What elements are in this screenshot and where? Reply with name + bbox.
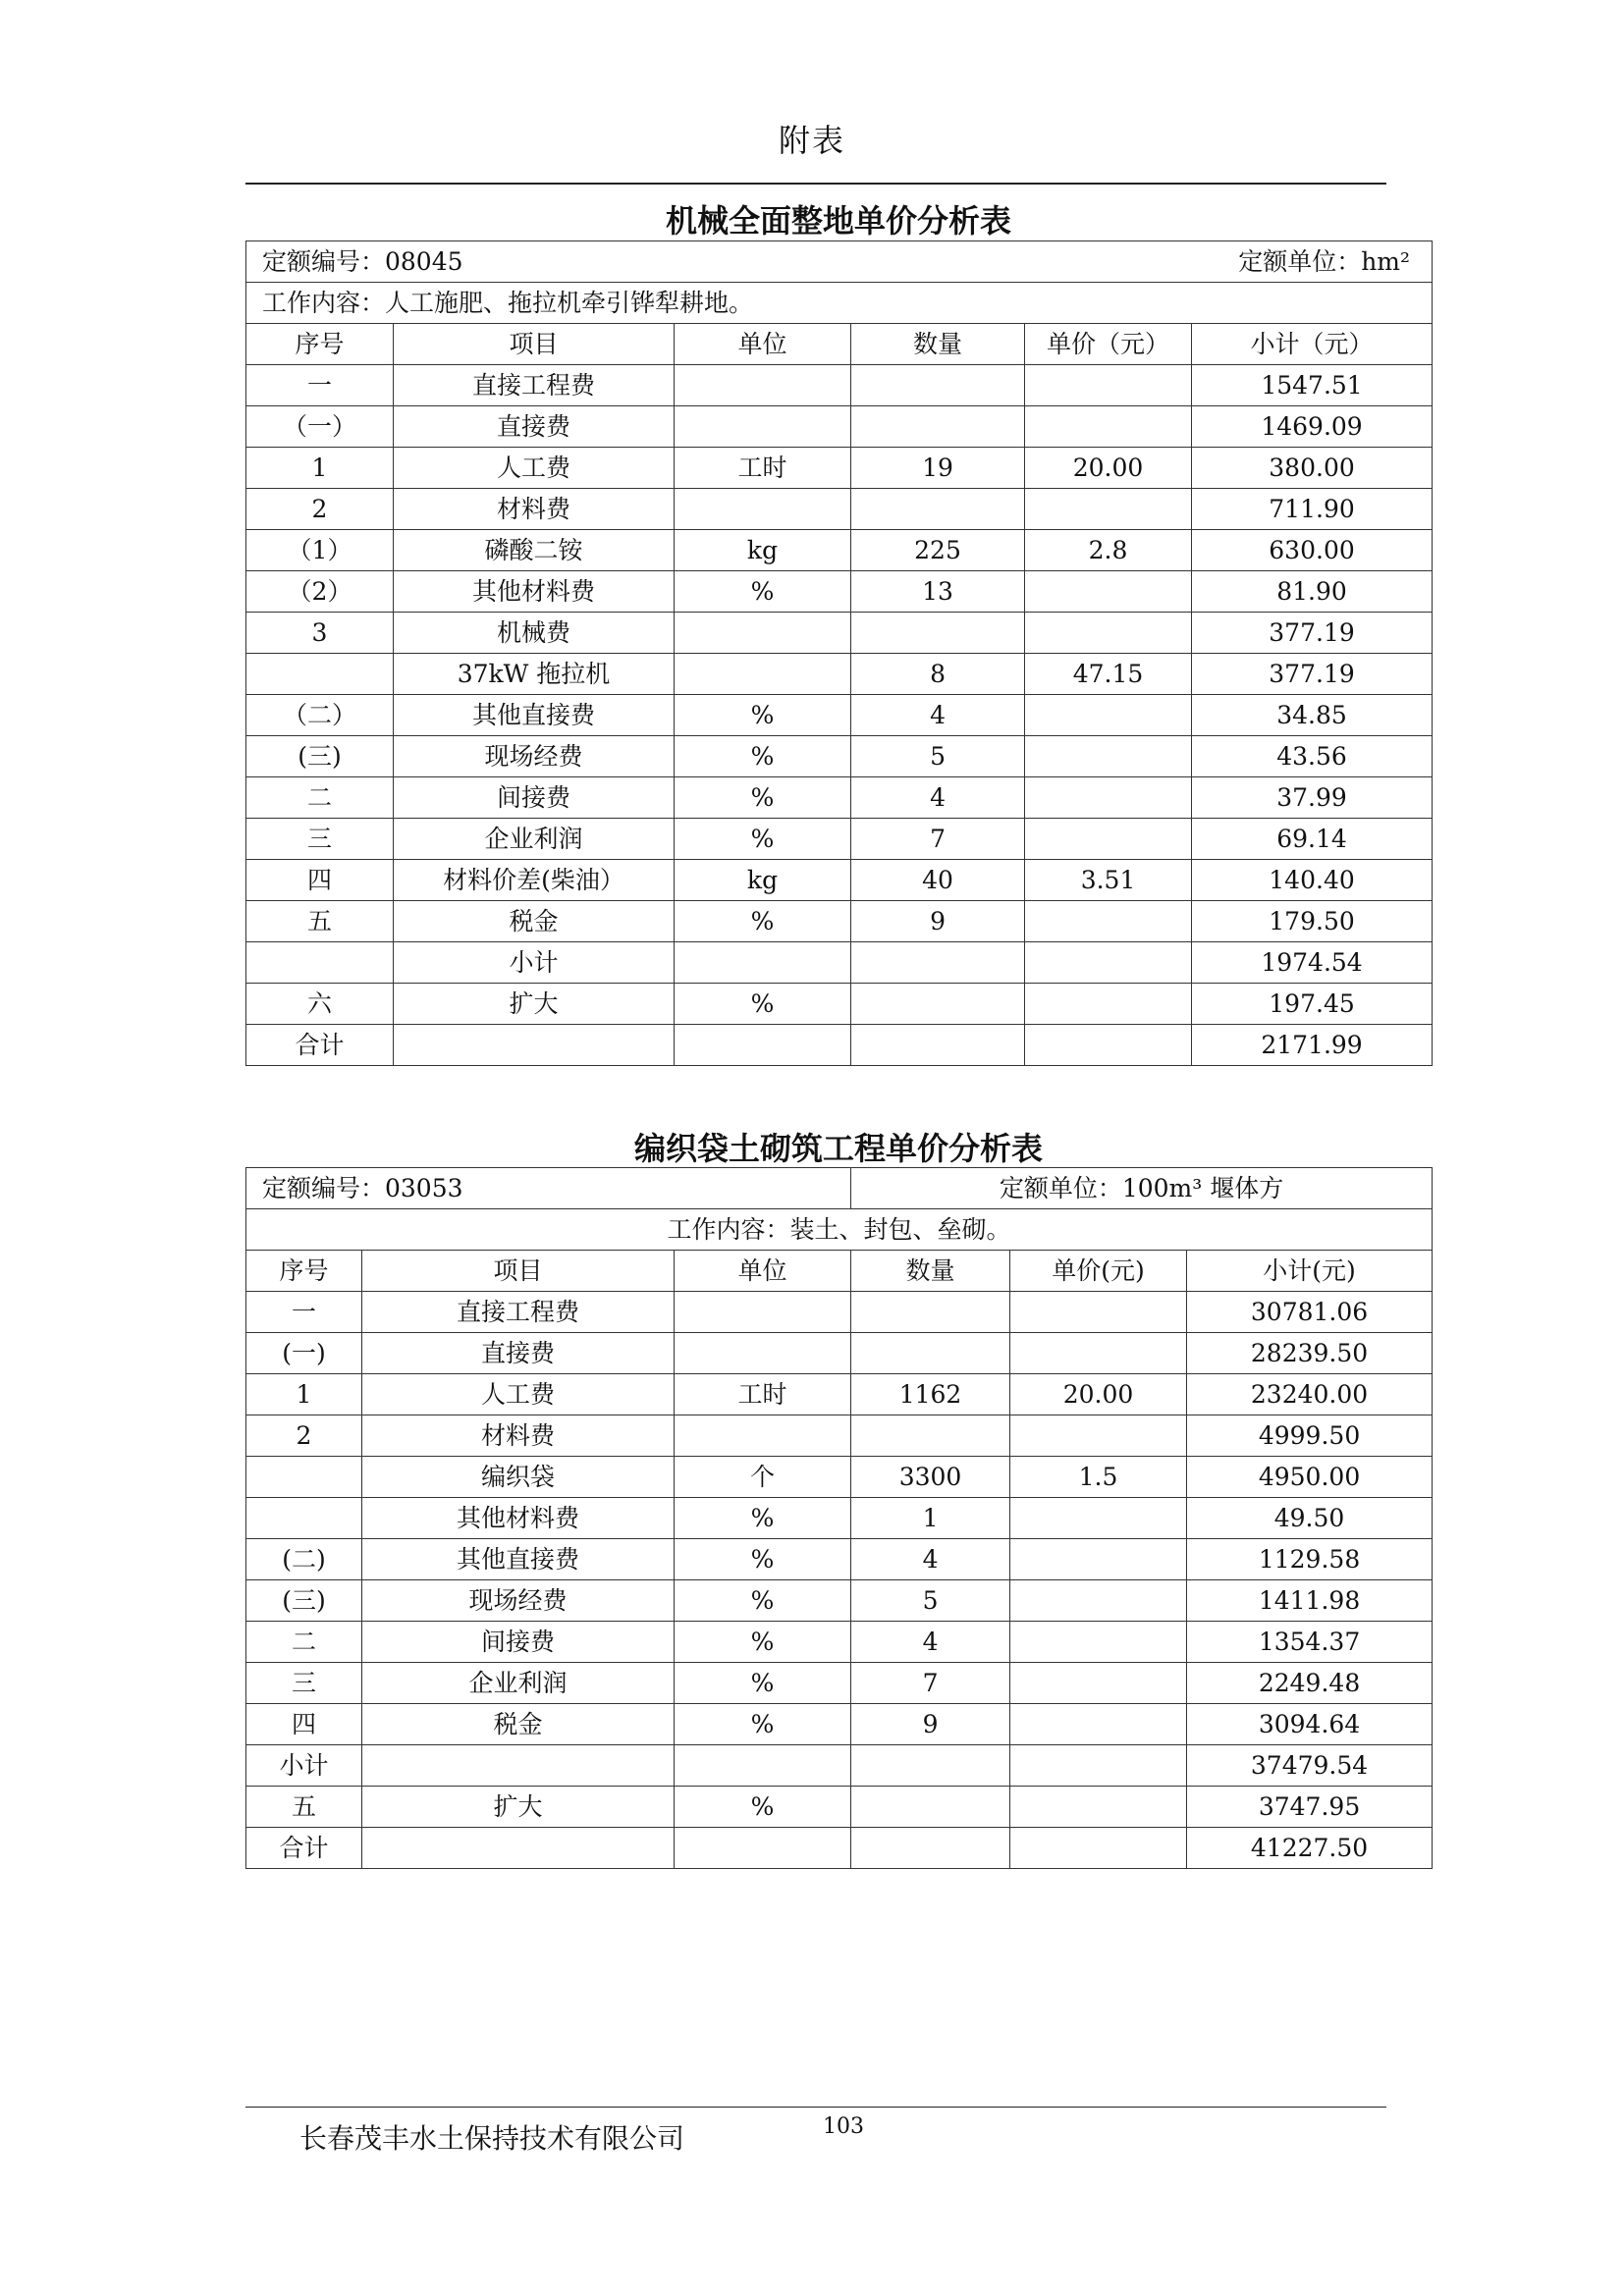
item-cell: 现场经费 <box>394 736 675 777</box>
quantity-cell <box>851 406 1025 448</box>
unit-price-cell <box>1025 1025 1192 1066</box>
seq-cell <box>246 1457 362 1498</box>
subtotal-cell: 377.19 <box>1192 654 1433 695</box>
subtotal-cell: 23240.00 <box>1187 1374 1433 1415</box>
subtotal-cell: 140.40 <box>1192 860 1433 901</box>
unit-price-cell: 20.00 <box>1010 1374 1187 1415</box>
seq-cell: 合计 <box>246 1828 362 1869</box>
table1-work-content: 工作内容：人工施肥、拖拉机牵引铧犁耕地。 <box>246 283 1433 324</box>
table-row <box>246 1828 1433 1869</box>
item-cell: 企业利润 <box>394 819 675 860</box>
subtotal-cell: 1974.54 <box>1192 942 1433 984</box>
unit-price-cell <box>1025 901 1192 942</box>
table1 <box>245 240 1433 1066</box>
quantity-cell <box>851 1415 1010 1457</box>
table2-header-row <box>246 1251 1433 1292</box>
unit-cell <box>675 654 851 695</box>
unit-price-cell <box>1025 777 1192 819</box>
quantity-cell: 4 <box>851 777 1025 819</box>
subtotal-cell: 1469.09 <box>1192 406 1433 448</box>
quantity-cell: 5 <box>851 1580 1010 1622</box>
subtotal-cell: 34.85 <box>1192 695 1433 736</box>
table-row <box>246 1622 1433 1663</box>
item-cell: 其他直接费 <box>362 1539 675 1580</box>
seq-cell: 三 <box>246 819 394 860</box>
quantity-cell: 9 <box>851 901 1025 942</box>
subtotal-cell: 43.56 <box>1192 736 1433 777</box>
quantity-cell <box>851 613 1025 654</box>
table-row <box>246 942 1433 984</box>
table-row <box>246 736 1433 777</box>
item-cell <box>394 1025 675 1066</box>
unit-price-cell <box>1025 489 1192 530</box>
unit-cell <box>675 1025 851 1066</box>
unit-cell: % <box>675 1704 851 1745</box>
seq-cell: 一 <box>246 365 394 406</box>
unit-price-cell <box>1010 1333 1187 1374</box>
quantity-cell: 13 <box>851 571 1025 613</box>
unit-price-cell <box>1025 984 1192 1025</box>
subtotal-cell: 380.00 <box>1192 448 1433 489</box>
table-row <box>246 1025 1433 1066</box>
table1-title: 机械全面整地单价分析表 <box>665 202 1011 240</box>
unit-cell: kg <box>675 860 851 901</box>
subtotal-cell: 41227.50 <box>1187 1828 1433 1869</box>
unit-price-cell <box>1025 613 1192 654</box>
unit-cell: 个 <box>675 1457 851 1498</box>
unit-price-cell <box>1010 1828 1187 1869</box>
subtotal-cell: 377.19 <box>1192 613 1433 654</box>
item-cell: 人工费 <box>362 1374 675 1415</box>
unit-cell: % <box>675 695 851 736</box>
quantity-cell <box>851 489 1025 530</box>
seq-cell: 1 <box>246 1374 362 1415</box>
quantity-cell: 1 <box>851 1498 1010 1539</box>
seq-cell: 五 <box>246 901 394 942</box>
seq-cell: 三 <box>246 1663 362 1704</box>
unit-price-cell: 2.8 <box>1025 530 1192 571</box>
unit-price-cell <box>1010 1663 1187 1704</box>
table-row <box>246 365 1433 406</box>
seq-cell: 二 <box>246 1622 362 1663</box>
table-row <box>246 571 1433 613</box>
unit-price-cell: 20.00 <box>1025 448 1192 489</box>
table1-header-cell: 单位 <box>675 324 851 365</box>
item-cell: 直接费 <box>394 406 675 448</box>
item-cell: 小计 <box>394 942 675 984</box>
table-row <box>246 819 1433 860</box>
table2-data-rows <box>246 1292 1433 1869</box>
item-cell <box>362 1745 675 1787</box>
table2-header-cell: 小计(元) <box>1187 1251 1433 1292</box>
subtotal-cell: 37.99 <box>1192 777 1433 819</box>
table-row <box>246 1333 1433 1374</box>
unit-cell: % <box>675 819 851 860</box>
unit-cell: % <box>675 736 851 777</box>
unit-price-cell <box>1010 1622 1187 1663</box>
item-cell: 人工费 <box>394 448 675 489</box>
subtotal-cell: 49.50 <box>1187 1498 1433 1539</box>
quantity-cell: 4 <box>851 1622 1010 1663</box>
item-cell: 直接工程费 <box>394 365 675 406</box>
table1-header-cell: 数量 <box>851 324 1025 365</box>
table1-header-cell: 项目 <box>394 324 675 365</box>
table-row <box>246 654 1433 695</box>
unit-price-cell <box>1010 1745 1187 1787</box>
table1-work-row <box>246 283 1433 324</box>
table1-body <box>246 241 1433 365</box>
quantity-cell: 225 <box>851 530 1025 571</box>
quantity-cell <box>851 1025 1025 1066</box>
seq-cell <box>246 1498 362 1539</box>
unit-price-cell <box>1010 1539 1187 1580</box>
seq-cell: 2 <box>246 1415 362 1457</box>
table-row <box>246 901 1433 942</box>
subtotal-cell: 4950.00 <box>1187 1457 1433 1498</box>
seq-cell: (三) <box>246 1580 362 1622</box>
quantity-cell: 8 <box>851 654 1025 695</box>
unit-price-cell <box>1010 1498 1187 1539</box>
unit-cell: % <box>675 571 851 613</box>
table-row <box>246 777 1433 819</box>
table1-header-cell: 序号 <box>246 324 394 365</box>
quantity-cell: 7 <box>851 1663 1010 1704</box>
item-cell: 材料费 <box>362 1415 675 1457</box>
quantity-cell: 7 <box>851 819 1025 860</box>
subtotal-cell: 179.50 <box>1192 901 1433 942</box>
table-row <box>246 1787 1433 1828</box>
unit-price-cell <box>1025 819 1192 860</box>
unit-cell: % <box>675 1787 851 1828</box>
quantity-cell: 4 <box>851 695 1025 736</box>
table2-header-cell: 序号 <box>246 1251 362 1292</box>
table-row <box>246 1580 1433 1622</box>
quantity-cell: 4 <box>851 1539 1010 1580</box>
unit-cell <box>675 1333 851 1374</box>
table-row <box>246 406 1433 448</box>
subtotal-cell: 197.45 <box>1192 984 1433 1025</box>
seq-cell: 二 <box>246 777 394 819</box>
quantity-cell <box>851 1828 1010 1869</box>
subtotal-cell: 1547.51 <box>1192 365 1433 406</box>
unit-cell: % <box>675 1622 851 1663</box>
unit-price-cell <box>1010 1704 1187 1745</box>
table2-header-cell: 项目 <box>362 1251 675 1292</box>
unit-price-cell <box>1010 1415 1187 1457</box>
seq-cell <box>246 942 394 984</box>
table-row <box>246 489 1433 530</box>
table1-quota-no: 定额编号：08045 <box>246 241 1025 283</box>
table-row <box>246 1498 1433 1539</box>
item-cell: 其他材料费 <box>362 1498 675 1539</box>
quantity-cell <box>851 365 1025 406</box>
subtotal-cell: 711.90 <box>1192 489 1433 530</box>
item-cell: 材料费 <box>394 489 675 530</box>
item-cell: 磷酸二铵 <box>394 530 675 571</box>
seq-cell: 四 <box>246 1704 362 1745</box>
unit-cell: % <box>675 777 851 819</box>
item-cell: 其他直接费 <box>394 695 675 736</box>
table2-title: 编织袋土砌筑工程单价分析表 <box>633 1130 1043 1167</box>
subtotal-cell: 1411.98 <box>1187 1580 1433 1622</box>
subtotal-cell: 2249.48 <box>1187 1663 1433 1704</box>
seq-cell: （1） <box>246 530 394 571</box>
unit-cell: % <box>675 1498 851 1539</box>
quantity-cell <box>851 942 1025 984</box>
quantity-cell <box>851 1787 1010 1828</box>
table2 <box>245 1167 1433 1869</box>
subtotal-cell: 630.00 <box>1192 530 1433 571</box>
item-cell: 直接费 <box>362 1333 675 1374</box>
unit-cell: % <box>675 1663 851 1704</box>
table1-header-row <box>246 324 1433 365</box>
unit-cell: % <box>675 901 851 942</box>
seq-cell: (二) <box>246 1539 362 1580</box>
subtotal-cell: 30781.06 <box>1187 1292 1433 1333</box>
seq-cell: 合计 <box>246 1025 394 1066</box>
table2-quota-row <box>246 1168 1433 1209</box>
seq-cell: （2） <box>246 571 394 613</box>
item-cell: 机械费 <box>394 613 675 654</box>
item-cell: 37kW 拖拉机 <box>394 654 675 695</box>
quantity-cell <box>851 1292 1010 1333</box>
unit-cell: % <box>675 984 851 1025</box>
seq-cell: (三) <box>246 736 394 777</box>
table-row <box>246 1704 1433 1745</box>
page-header-title: 附表 <box>778 122 845 159</box>
table-row <box>246 695 1433 736</box>
quantity-cell: 5 <box>851 736 1025 777</box>
subtotal-cell: 69.14 <box>1192 819 1433 860</box>
quantity-cell <box>851 1745 1010 1787</box>
footer-divider <box>245 2107 1386 2108</box>
table2-work-content: 工作内容：装土、封包、垒砌。 <box>246 1209 1433 1251</box>
quantity-cell: 3300 <box>851 1457 1010 1498</box>
table-row <box>246 860 1433 901</box>
unit-price-cell <box>1025 406 1192 448</box>
subtotal-cell: 1129.58 <box>1187 1539 1433 1580</box>
unit-cell: % <box>675 1539 851 1580</box>
seq-cell: 小计 <box>246 1745 362 1787</box>
seq-cell: 1 <box>246 448 394 489</box>
table2-body <box>246 1168 1433 1292</box>
table-row <box>246 613 1433 654</box>
unit-price-cell <box>1025 736 1192 777</box>
subtotal-cell: 4999.50 <box>1187 1415 1433 1457</box>
table2-header-cell: 单位 <box>675 1251 851 1292</box>
quantity-cell: 19 <box>851 448 1025 489</box>
seq-cell: （一） <box>246 406 394 448</box>
unit-price-cell <box>1025 695 1192 736</box>
unit-cell: % <box>675 1580 851 1622</box>
table-row <box>246 1292 1433 1333</box>
seq-cell: 2 <box>246 489 394 530</box>
item-cell: 其他材料费 <box>394 571 675 613</box>
unit-cell: kg <box>675 530 851 571</box>
unit-cell <box>675 365 851 406</box>
unit-price-cell: 1.5 <box>1010 1457 1187 1498</box>
seq-cell: 五 <box>246 1787 362 1828</box>
unit-price-cell <box>1010 1787 1187 1828</box>
table2-work-row <box>246 1209 1433 1251</box>
item-cell: 扩大 <box>394 984 675 1025</box>
seq-cell: （二） <box>246 695 394 736</box>
table1-header-cell: 小计（元） <box>1192 324 1433 365</box>
unit-cell: 工时 <box>675 448 851 489</box>
subtotal-cell: 3747.95 <box>1187 1787 1433 1828</box>
unit-price-cell: 47.15 <box>1025 654 1192 695</box>
item-cell: 企业利润 <box>362 1663 675 1704</box>
item-cell: 扩大 <box>362 1787 675 1828</box>
footer-company: 长春茂丰水土保持技术有限公司 <box>299 2122 685 2155</box>
unit-cell <box>675 489 851 530</box>
item-cell: 编织袋 <box>362 1457 675 1498</box>
unit-cell <box>675 406 851 448</box>
table1-data-rows <box>246 365 1433 1066</box>
unit-cell: 工时 <box>675 1374 851 1415</box>
table1-quota-unit: 定额单位：hm² <box>1025 241 1433 283</box>
item-cell: 间接费 <box>362 1622 675 1663</box>
table-row <box>246 1457 1433 1498</box>
item-cell <box>362 1828 675 1869</box>
subtotal-cell: 37479.54 <box>1187 1745 1433 1787</box>
seq-cell: 四 <box>246 860 394 901</box>
item-cell: 税金 <box>394 901 675 942</box>
subtotal-cell: 81.90 <box>1192 571 1433 613</box>
unit-price-cell <box>1025 942 1192 984</box>
seq-cell: 3 <box>246 613 394 654</box>
table2-header-cell: 单价(元) <box>1010 1251 1187 1292</box>
unit-cell <box>675 1828 851 1869</box>
item-cell: 现场经费 <box>362 1580 675 1622</box>
unit-cell <box>675 613 851 654</box>
seq-cell: (一) <box>246 1333 362 1374</box>
seq-cell: 一 <box>246 1292 362 1333</box>
table-row <box>246 1663 1433 1704</box>
item-cell: 间接费 <box>394 777 675 819</box>
table-row <box>246 1745 1433 1787</box>
subtotal-cell: 1354.37 <box>1187 1622 1433 1663</box>
unit-price-cell: 3.51 <box>1025 860 1192 901</box>
unit-cell <box>675 1292 851 1333</box>
quantity-cell <box>851 1333 1010 1374</box>
table-row <box>246 984 1433 1025</box>
header-divider <box>245 183 1386 185</box>
table-row <box>246 1415 1433 1457</box>
unit-cell <box>675 942 851 984</box>
unit-price-cell <box>1025 571 1192 613</box>
table1-quota-row <box>246 241 1433 283</box>
table-row <box>246 448 1433 489</box>
unit-cell <box>675 1415 851 1457</box>
table-row <box>246 1374 1433 1415</box>
quantity-cell: 9 <box>851 1704 1010 1745</box>
unit-price-cell <box>1010 1292 1187 1333</box>
quantity-cell <box>851 984 1025 1025</box>
subtotal-cell: 2171.99 <box>1192 1025 1433 1066</box>
unit-price-cell <box>1025 365 1192 406</box>
table2-quota-unit: 定额单位：100m³ 堰体方 <box>851 1168 1433 1209</box>
item-cell: 直接工程费 <box>362 1292 675 1333</box>
seq-cell: 六 <box>246 984 394 1025</box>
table-row <box>246 530 1433 571</box>
unit-price-cell <box>1010 1580 1187 1622</box>
seq-cell <box>246 654 394 695</box>
page-number: 103 <box>823 2114 864 2139</box>
table1-header-cell: 单价（元） <box>1025 324 1192 365</box>
item-cell: 税金 <box>362 1704 675 1745</box>
item-cell: 材料价差(柴油） <box>394 860 675 901</box>
table2-quota-no: 定额编号：03053 <box>246 1168 851 1209</box>
table-row <box>246 1539 1433 1580</box>
subtotal-cell: 28239.50 <box>1187 1333 1433 1374</box>
quantity-cell: 1162 <box>851 1374 1010 1415</box>
subtotal-cell: 3094.64 <box>1187 1704 1433 1745</box>
unit-cell <box>675 1745 851 1787</box>
quantity-cell: 40 <box>851 860 1025 901</box>
table2-header-cell: 数量 <box>851 1251 1010 1292</box>
